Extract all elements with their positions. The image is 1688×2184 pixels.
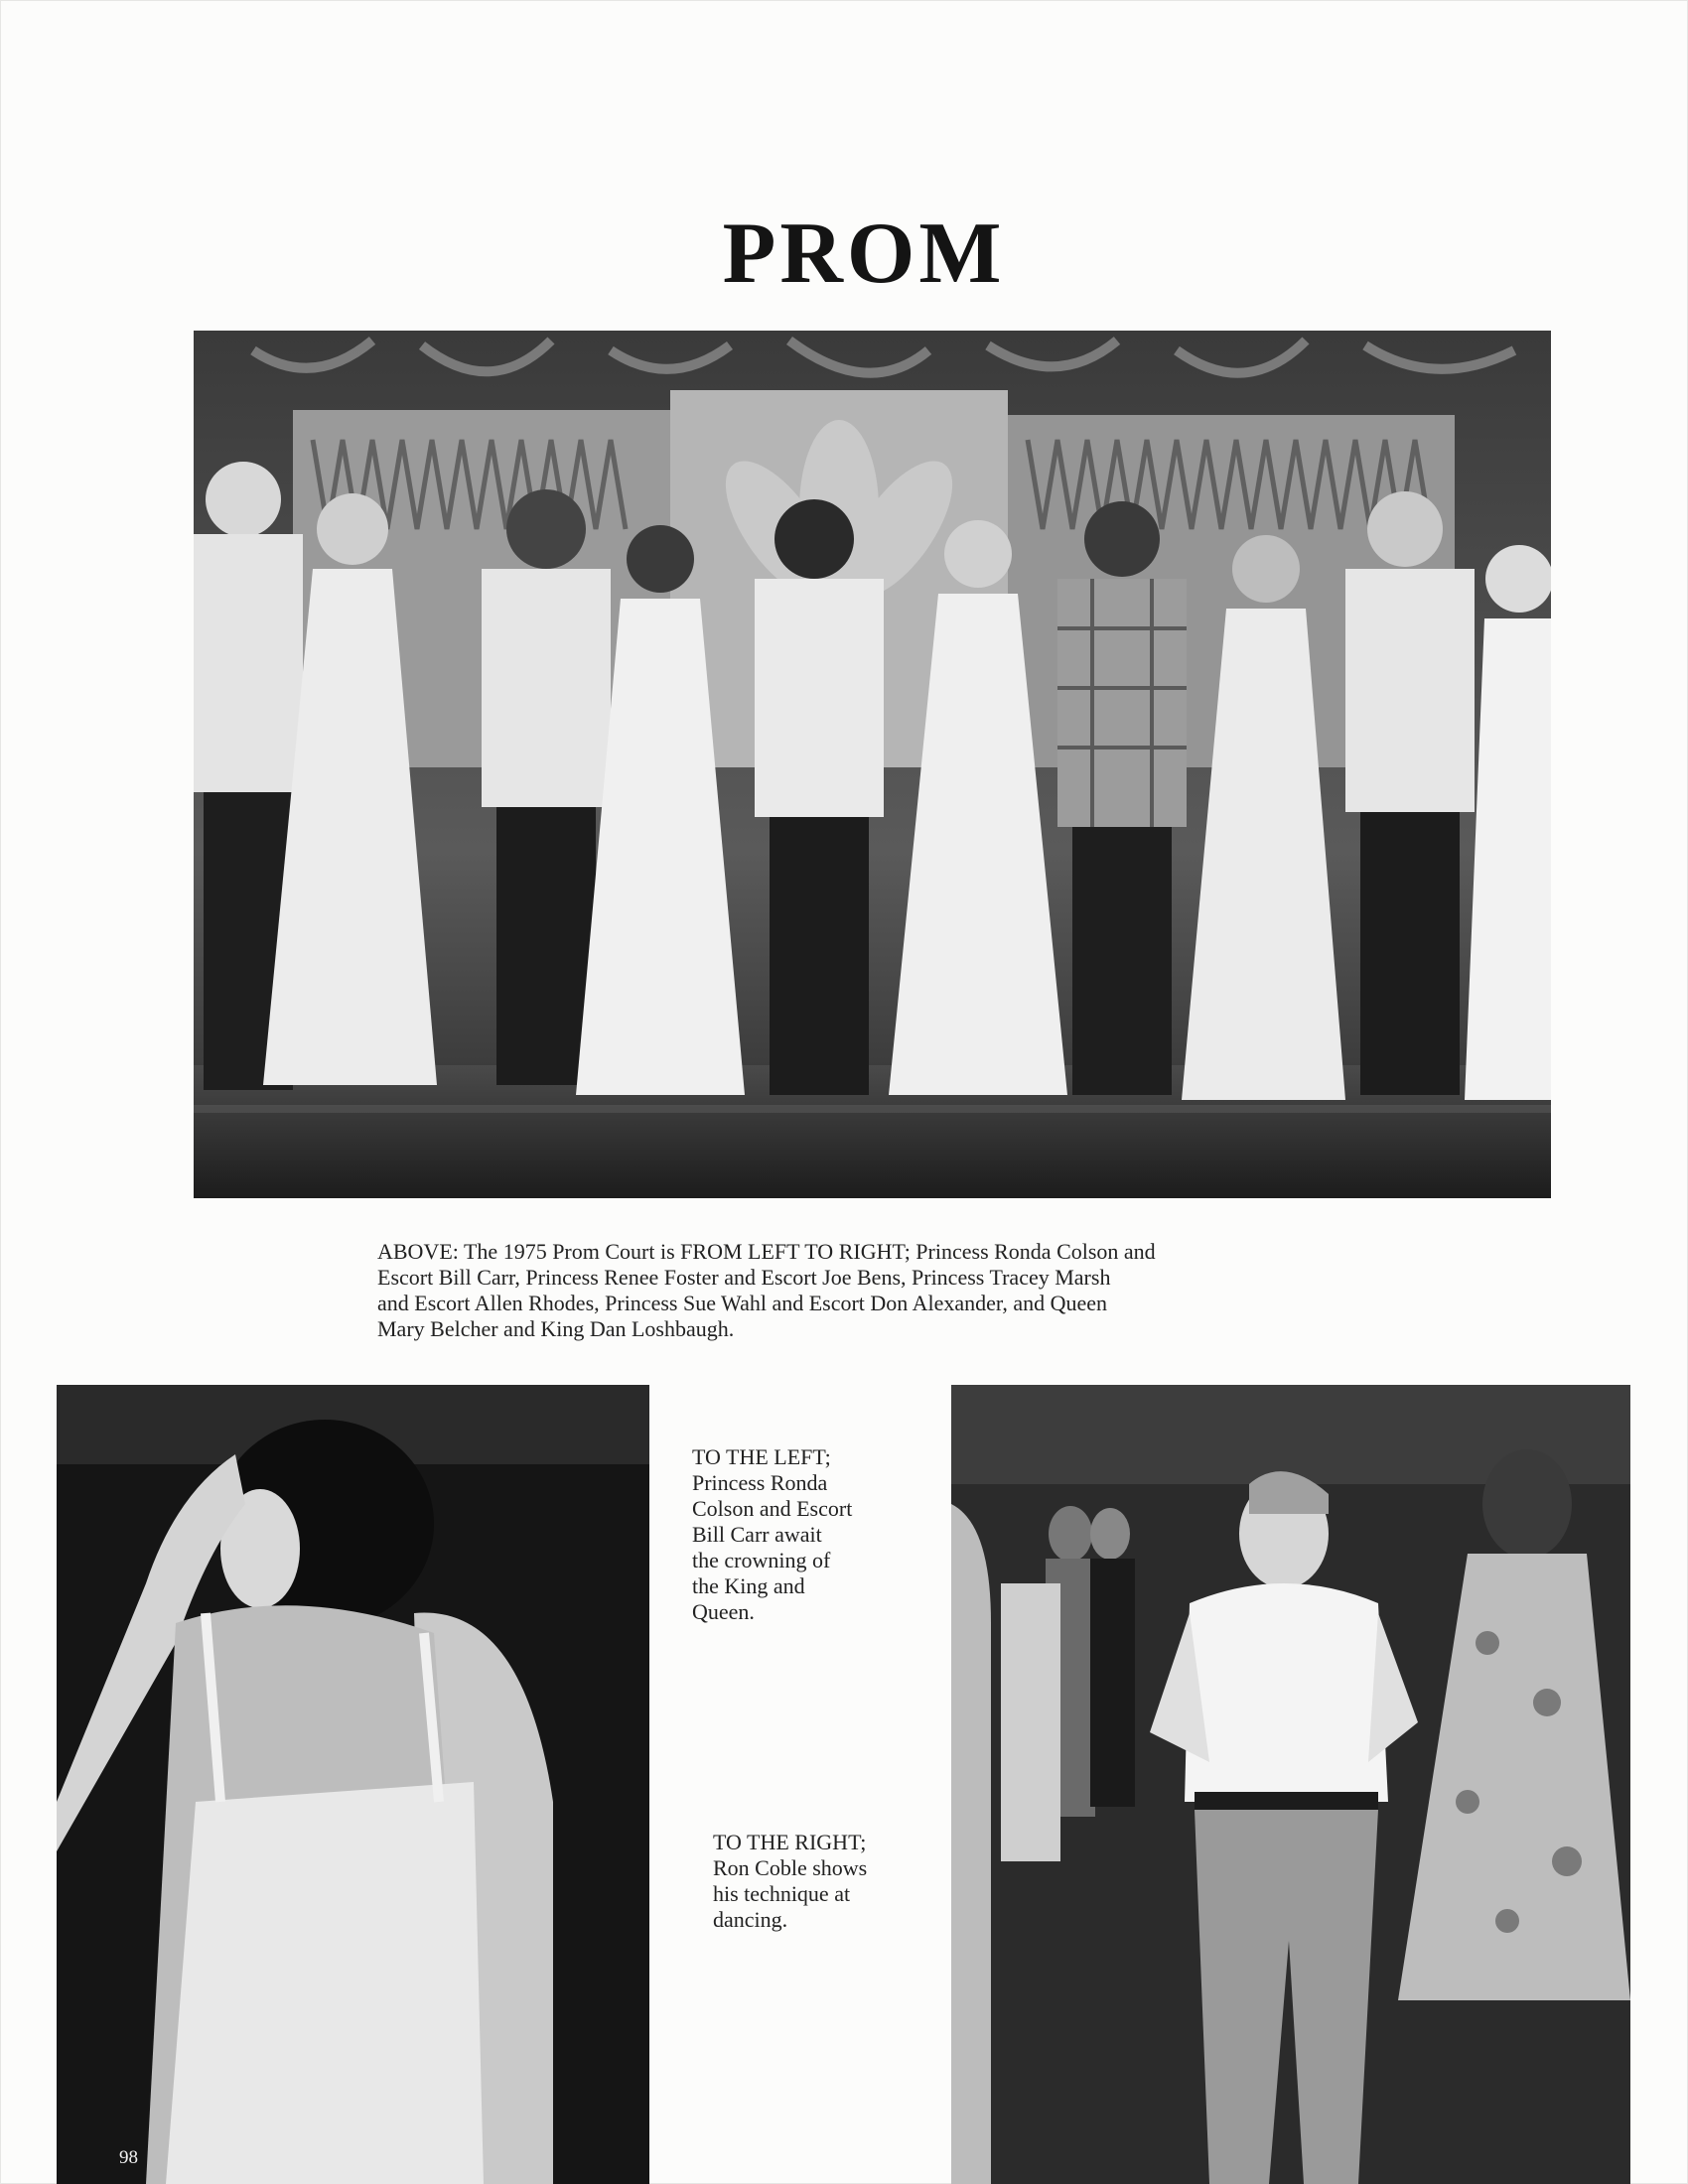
princess-and-escort-photo	[57, 1385, 649, 2184]
prom-court-photo	[194, 331, 1551, 1198]
page-title: PROM	[722, 205, 1006, 302]
left-caption: TO THE LEFT; Princess Ronda Colson and Escort Bill Carr await the crowning of the King and Queen.	[692, 1444, 853, 1624]
right-caption: TO THE RIGHT; Ron Coble shows his technique at dancing.	[713, 1830, 868, 1932]
dancing-photo	[951, 1385, 1630, 2184]
princess-and-escort-image	[57, 1385, 649, 2184]
page-number: 98	[119, 2147, 138, 2168]
prom-court-image	[194, 331, 1551, 1198]
main-caption: ABOVE: The 1975 Prom Court is FROM LEFT TO RIGHT; Princess Ronda Colson and Escort Bill Carr, Princess Renee Foster and Escort Joe Bens, Princess Tracey Marsh and Escort Allen Rhodes, Princess Sue Wahl and Escort Don Alexander, and Queen Mary Belcher and King Dan Loshbaugh.	[377, 1239, 1156, 1341]
dancing-image	[951, 1385, 1630, 2184]
